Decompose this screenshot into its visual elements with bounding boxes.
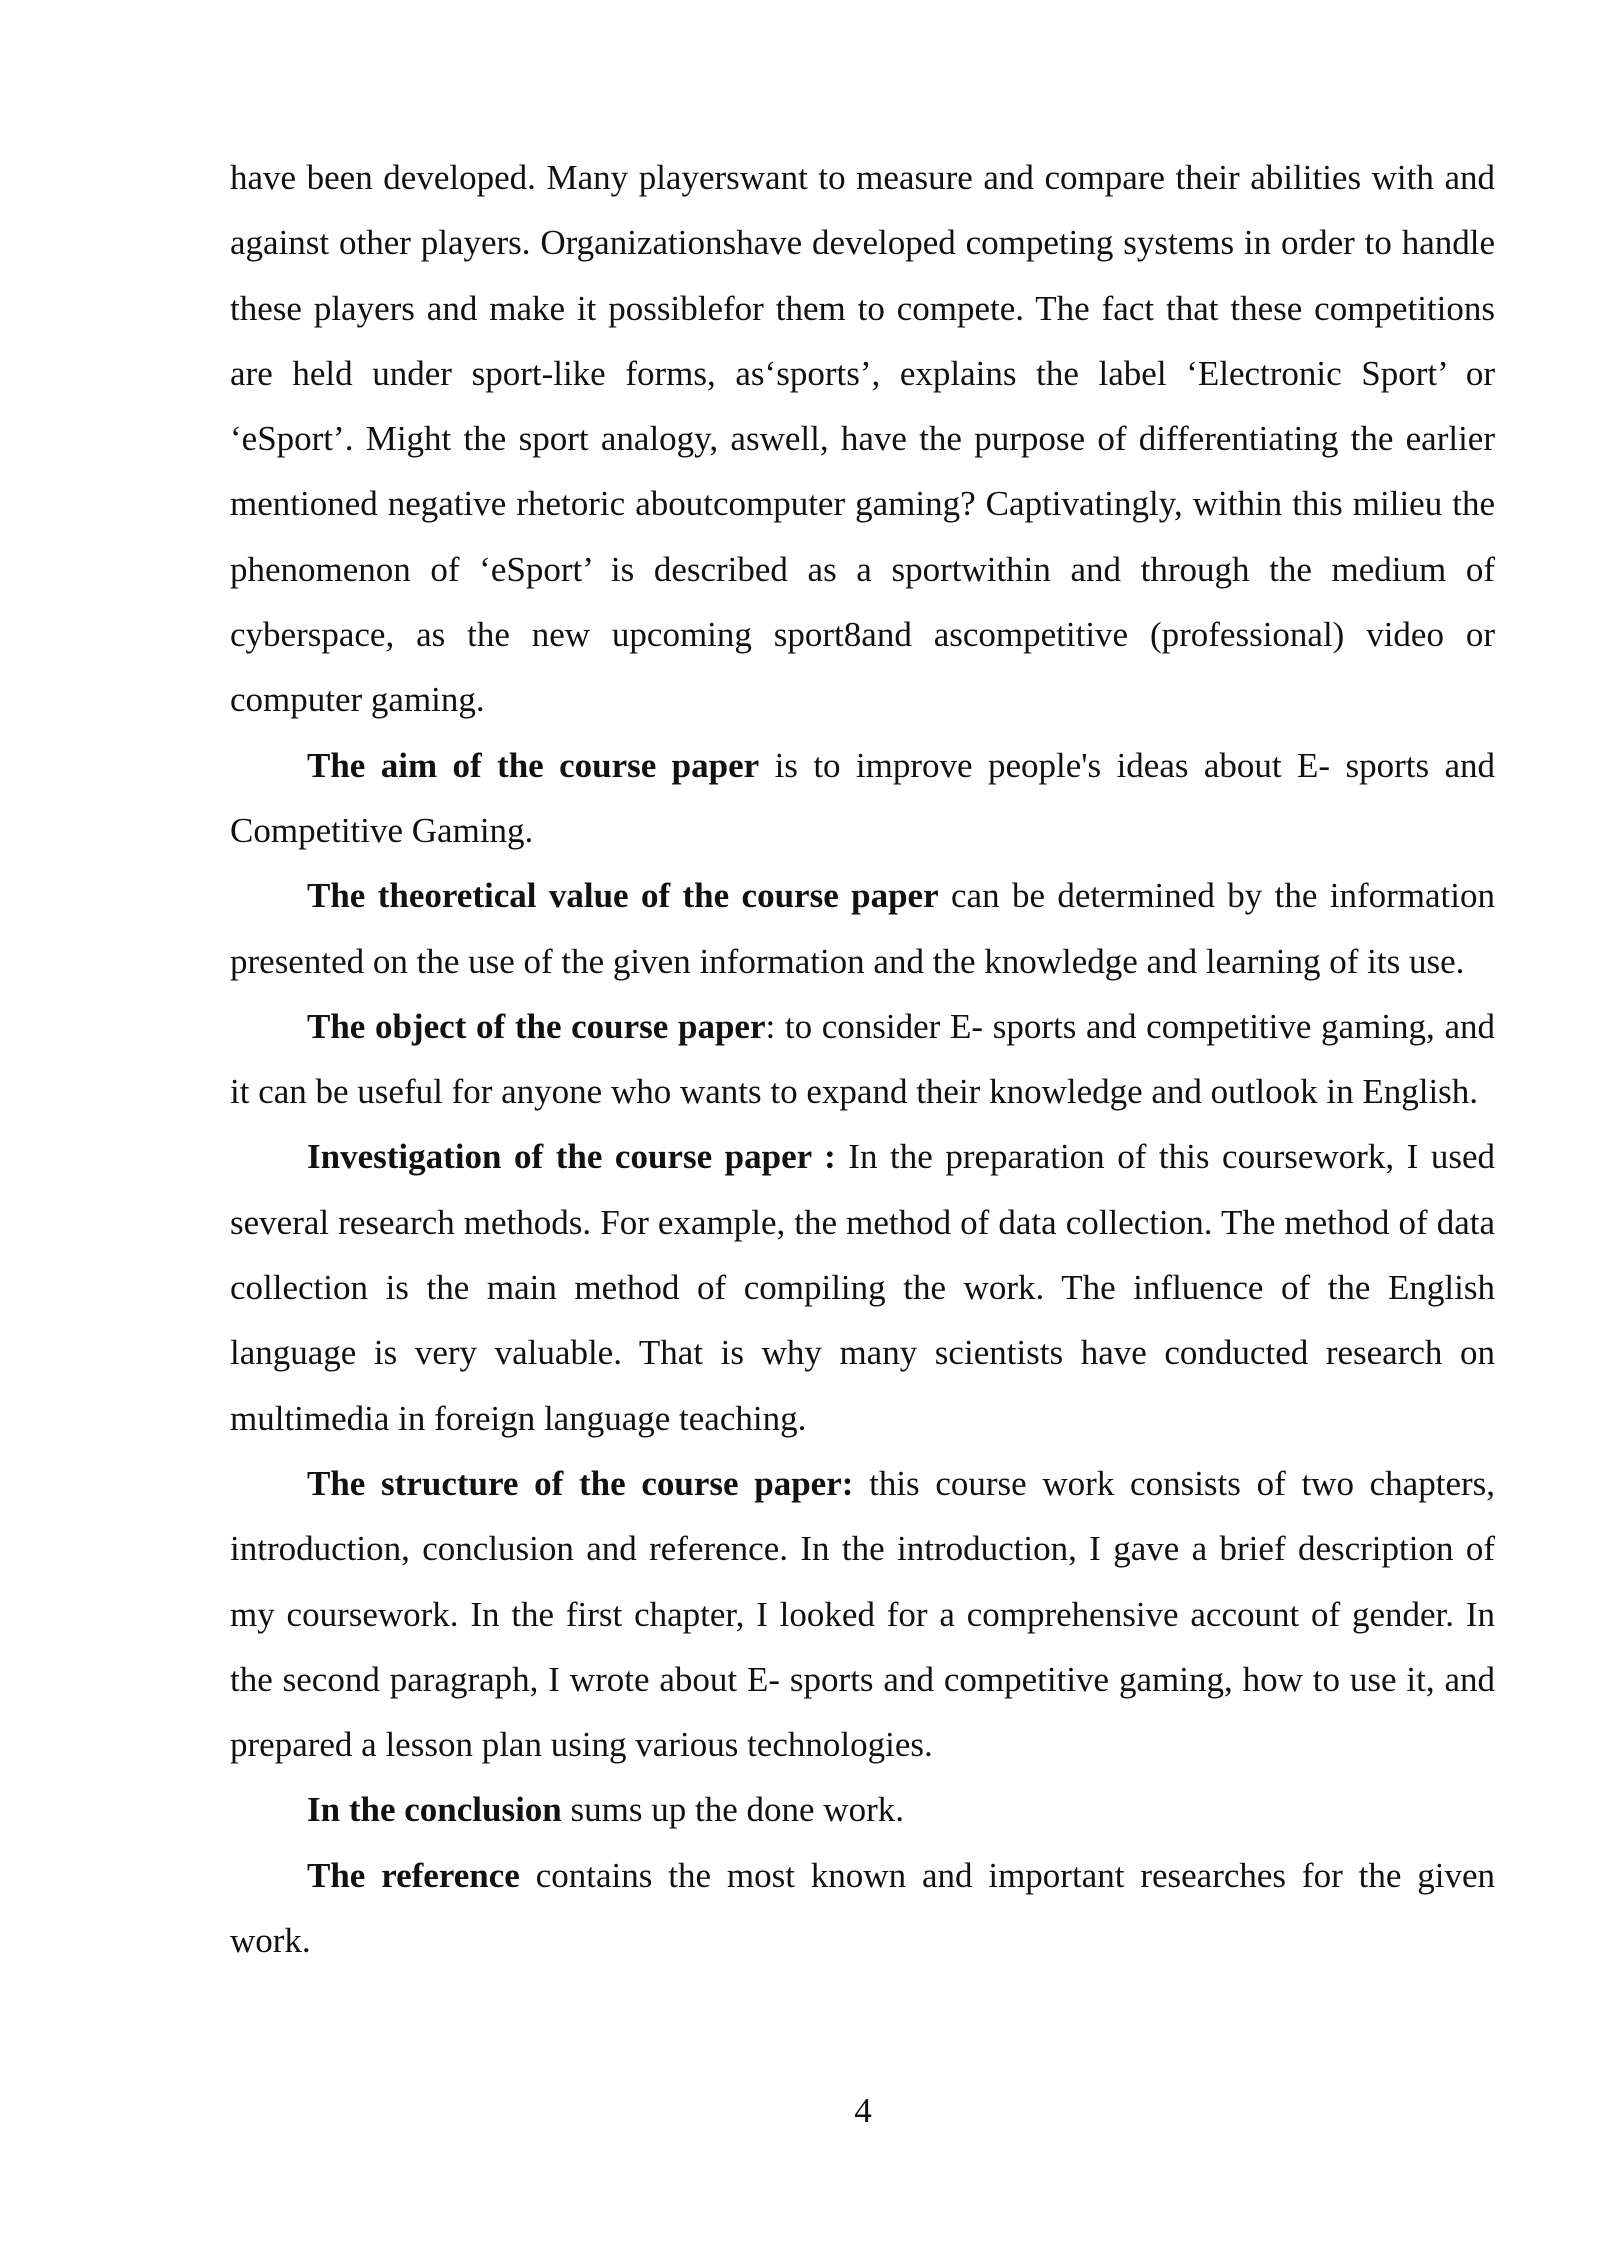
paragraph-aim xyxy=(230,733,1495,864)
paragraph-object xyxy=(230,994,1495,1125)
document-body xyxy=(230,145,1495,1973)
paragraph-text: contains the most known and important researches for the given work. xyxy=(230,1855,1495,1961)
paragraph-lead: Investigation of the course paper : xyxy=(307,1137,836,1177)
paragraph-intro xyxy=(230,145,1495,733)
paragraph-reference xyxy=(230,1843,1495,1974)
paragraph-text: In the preparation of this coursework, I used several research methods. For example, the method of data collection. The method of data collection is the main method of compiling the work. The influence of the English language is very valuable. That is why many scientists have conducted research on multimedia in foreign language teaching. xyxy=(230,1137,1495,1438)
paragraph-theoretical-value xyxy=(230,863,1495,994)
paragraph-conclusion xyxy=(230,1777,1495,1842)
paragraph-text: can be determined by the information presented on the use of the given information and the knowledge and learning of its use. xyxy=(230,876,1495,981)
paragraph-structure xyxy=(230,1451,1495,1777)
paragraph-lead: The reference xyxy=(307,1855,520,1895)
paragraph-lead: The object of the course paper xyxy=(307,1006,766,1046)
paragraph-text: sums up the done work. xyxy=(561,1790,904,1830)
paragraph-text: is to improve people's ideas about E- sports and Competitive Gaming. xyxy=(230,745,1495,850)
paragraph-lead: The structure of the course paper: xyxy=(307,1463,854,1503)
paragraph-text: : to consider E- sports and competitive gaming, and it can be useful for anyone who wants to expand their knowledge and outlook in English. xyxy=(230,1006,1495,1112)
paragraph-text: this course work consists of two chapters, introduction, conclusion and reference. In the introduction, I gave a brief description of my coursework. In the first chapter, I looked for a comprehensive account of gender. In the second paragraph, I wrote about E- sports and competitive gaming, how to use it, and prepared a lesson plan using various technologies. xyxy=(230,1463,1496,1765)
paragraph-text: have been developed. Many playerswant to measure and compare their abilities with and against other players. Organizationshave developed competing systems in order to handle these players and make it possiblefor them to compete. The fact that these competitions are held under sport-like forms, as‘sports’, explains the label ‘Electronic Sport’ or ‘eSport’. Might the sport analogy, aswell, have the purpose of differentiating the earlier mentioned negative rhetoric aboutcomputer gaming? Captivatingly, within this milieu the phenomenon of ‘eSport’ is described as a sportwithin and through the medium of cyberspace, as the new upcoming sport8and ascompetitive (professional) video or computer gaming. xyxy=(230,158,1495,720)
paragraph-lead: The aim of the course paper xyxy=(307,745,760,785)
paragraph-lead: The theoretical value of the course paper xyxy=(307,876,939,916)
paragraph-lead: In the conclusion xyxy=(307,1790,562,1830)
page-number: 4 xyxy=(854,2091,872,2130)
paragraph-investigation xyxy=(230,1124,1495,1450)
